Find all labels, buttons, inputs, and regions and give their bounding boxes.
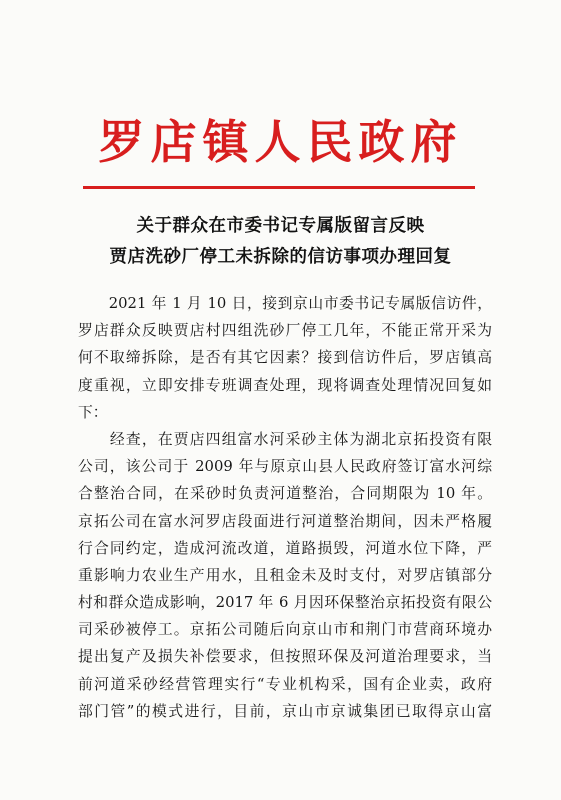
body-line: 部门管”的模式进行，目前，京山市京诚集团已取得京山富 bbox=[78, 702, 492, 720]
body-line: 度重视，立即安排专班调查处理，现将调查处理情况回复如 bbox=[78, 376, 492, 394]
body-line: 司采砂被停工。京拓公司随后向京山市和荆门市营商环境办 bbox=[78, 621, 492, 639]
red-divider-line bbox=[83, 186, 475, 189]
body-line: 重影响力农业生产用水，且租金未及时支付，对罗店镇部分 bbox=[78, 566, 492, 584]
body-line: 下： bbox=[78, 403, 108, 421]
body-line: 合整治合同，在采砂时负责河道整治，合同期限为 10 年。 bbox=[78, 485, 492, 503]
document-body bbox=[78, 290, 492, 725]
body-line: 前河道采砂经营管理实行“专业机构采，国有企业卖，政府 bbox=[78, 675, 492, 693]
body-line: 经查，在贾店四组富水河采砂主体为湖北京拓投资有限 bbox=[78, 430, 492, 448]
body-line: 村和群众造成影响，2017 年 6 月因环保整治京拓投资有限公 bbox=[78, 594, 492, 612]
body-line: 2021 年 1 月 10 日，接到京山市委书记专属版信访件， bbox=[78, 295, 492, 312]
document-title-line-1: 关于群众在市委书记专属版留言反映 bbox=[136, 216, 425, 236]
body-line: 罗店群众反映贾店村四组洗砂厂停工几年，不能正常开采为 bbox=[78, 322, 492, 340]
body-line: 京拓公司在富水河罗店段面进行河道整治期间，因未严格履 bbox=[78, 512, 492, 530]
document-title-line-2: 贾店洗砂厂停工未拆除的信访事项办理回复 bbox=[109, 247, 452, 267]
body-line: 行合同约定，造成河流改道，道路损毁，河道水位下降，严 bbox=[78, 539, 492, 557]
body-line: 公司，该公司于 2009 年与原京山县人民政府签订富水河综 bbox=[78, 458, 492, 476]
body-line: 何不取缔拆除，是否有其它因素？接到信访件后，罗店镇高 bbox=[78, 349, 492, 367]
body-line: 提出复产及损失补偿要求，但按照环保及河道治理要求，当 bbox=[78, 648, 492, 666]
issuing-authority-header: 罗店镇人民政府 bbox=[98, 115, 463, 169]
